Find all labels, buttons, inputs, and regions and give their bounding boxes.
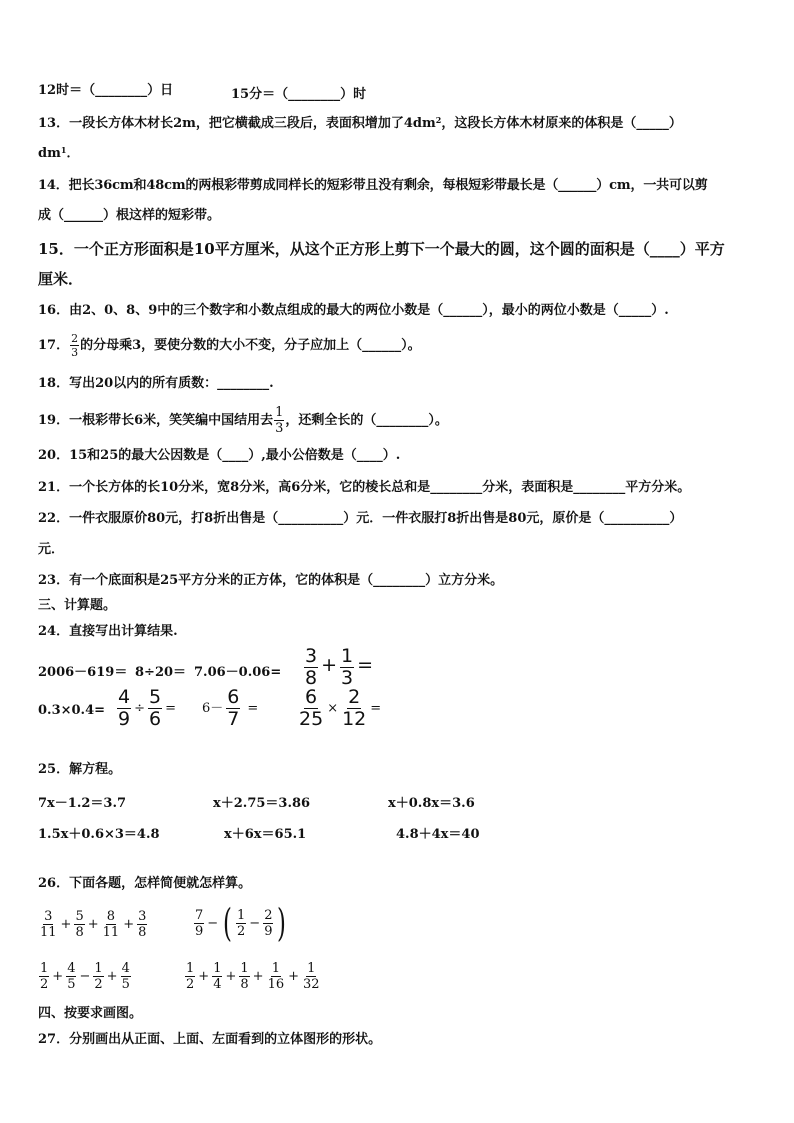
calc-8 <box>297 688 383 729</box>
q17-number: 17． <box>38 338 70 353</box>
denominator: 2 <box>237 923 246 939</box>
simplify-1 <box>38 910 148 939</box>
denominator: 8 <box>138 925 147 940</box>
fraction <box>194 909 204 938</box>
denominator: 16 <box>267 977 285 992</box>
calc-8-frac-b <box>341 688 367 729</box>
denominator: 5 <box>67 977 76 992</box>
question-20: 20．15和25的最大公因数是（____）,最小公倍数是（____）. <box>38 448 401 463</box>
operator: + <box>106 969 118 984</box>
calc-6 <box>116 688 178 729</box>
equation-6: 4.8＋4x＝40 <box>396 827 480 842</box>
operator: + <box>288 969 300 984</box>
question-21: 21．一个长方体的长10分米，宽8分米，高6分米，它的棱长总和是________分米，表面积是________平方分米。 <box>38 480 691 495</box>
numerator: 1 <box>271 961 280 976</box>
question-14: 14．把长36cm和48cm的两根彩带剪成同样长的短彩带且没有剩余，每根短彩带最长是（______）cm，一共可以剪 <box>38 178 708 193</box>
question-16: 16．由2、0、8、9中的三个数字和小数点组成的最大的两位小数是（______），最小的两位小数是（_____）. <box>38 303 669 318</box>
fraction <box>93 962 103 991</box>
numerator: 4 <box>118 686 131 708</box>
operator: + <box>252 969 264 984</box>
numerator: 1 <box>307 961 316 976</box>
denominator: 3 <box>341 667 354 689</box>
calc-7-prefix: 6－ <box>202 701 224 716</box>
equals-sign: = <box>357 654 374 676</box>
equation-3: x＋0.8x＝3.6 <box>388 796 475 811</box>
denominator: 6 <box>149 708 162 730</box>
calc-1: 2006－619＝ <box>38 665 128 680</box>
denominator: 11 <box>102 925 120 940</box>
question-26: 26．下面各题，怎样简便就怎样算。 <box>38 876 252 891</box>
question-13-cont <box>38 146 79 162</box>
equals-sign: = <box>370 701 382 716</box>
multiply-operator: × <box>327 701 339 716</box>
numerator: 6 <box>305 686 318 708</box>
denominator: 8 <box>75 925 84 940</box>
denominator: 8 <box>240 977 249 992</box>
numerator: 8 <box>106 909 116 924</box>
denominator: 4 <box>213 977 222 992</box>
question-13 <box>38 116 682 132</box>
fraction <box>239 962 249 991</box>
equation-4: 1.5x＋0.6×3＝4.8 <box>38 827 160 842</box>
calc-6-frac-a <box>117 688 131 729</box>
denominator: 12 <box>342 708 367 730</box>
calc-3: 7.06－0.06= <box>194 665 282 680</box>
q17-fraction <box>70 333 79 358</box>
question-15: 15．一个正方形面积是10平方厘米，从这个正方形上剪下一个最大的圆，这个圆的面积是（____）平方 <box>38 240 725 258</box>
denominator: 2 <box>94 977 103 992</box>
q13-unit: dm <box>38 146 61 161</box>
denominator: 5 <box>121 977 130 992</box>
numerator: 1 <box>186 961 195 976</box>
operator: + <box>52 969 64 984</box>
question-18: 18．写出20以内的所有质数：________. <box>38 376 274 391</box>
calc-6-frac-b <box>148 688 162 729</box>
fraction <box>74 910 84 939</box>
left-paren: ( <box>223 901 233 945</box>
q19-text-a: 19．一根彩带长6米，笑笑编中国结用去 <box>38 413 274 428</box>
equation-1: 7x－1.2＝3.7 <box>38 796 127 811</box>
question-19 <box>38 406 448 435</box>
section-4-heading: 四、按要求画图。 <box>38 1006 143 1021</box>
fraction <box>137 910 147 939</box>
fraction <box>263 909 273 938</box>
fraction <box>121 962 131 991</box>
numerator: 1 <box>40 961 49 976</box>
q17-text: 的分母乘3，要使分数的大小不变，分子应加上（______）。 <box>80 338 421 353</box>
q13-sup-b: 1 <box>60 145 67 155</box>
operator: + <box>123 917 135 932</box>
numerator: 2 <box>264 907 273 923</box>
denominator: 7 <box>227 708 240 730</box>
denominator: 9 <box>195 923 204 939</box>
denominator: 11 <box>40 925 57 940</box>
simplify-2 <box>193 901 289 945</box>
numerator: 1 <box>237 907 246 923</box>
fraction <box>39 962 49 991</box>
denominator: 32 <box>303 977 320 992</box>
denominator: 25 <box>299 708 324 730</box>
simplify-3 <box>38 962 132 991</box>
q12-line-b: 15分＝（________）时 <box>231 87 367 102</box>
numerator: 3 <box>305 645 318 667</box>
question-14-cont: 成（______）根这样的短彩带。 <box>38 208 221 223</box>
fraction <box>39 910 58 939</box>
operator: − <box>207 915 219 931</box>
equals-sign: = <box>165 701 176 716</box>
q17-numerator: 2 <box>71 332 79 345</box>
numerator: 6 <box>227 686 240 708</box>
question-22: 22．一件衣服原价80元，打8折出售是（__________）元．一件衣服打8折出售是80元，原价是（__________） <box>38 511 683 526</box>
calc-2: 8÷20＝ <box>135 665 187 680</box>
numerator: 2 <box>348 686 361 708</box>
q19-text-b: ，还剩全长的（________）。 <box>285 413 448 428</box>
calc-4-frac-a <box>304 647 318 688</box>
numerator: 3 <box>138 909 147 924</box>
section-3-heading: 三、计算题。 <box>38 598 117 613</box>
equals-sign: = <box>247 701 259 716</box>
fraction <box>185 962 195 991</box>
question-24: 24．直接写出计算结果. <box>38 624 178 639</box>
operator: + <box>60 917 72 932</box>
question-22-cont: 元． <box>38 542 65 557</box>
calc-7 <box>200 688 260 729</box>
fraction <box>267 962 286 991</box>
equation-5: x＋6x＝65.1 <box>224 827 307 842</box>
fraction <box>302 962 321 991</box>
denominator: 9 <box>118 708 131 730</box>
numerator: 5 <box>75 909 84 924</box>
numerator: 1 <box>213 961 222 976</box>
operator: + <box>225 969 237 984</box>
q12-line-a: 12时＝（________）日 <box>38 83 174 98</box>
calc-7-frac <box>226 688 240 729</box>
q19-fraction <box>274 406 284 435</box>
question-15-cont: 厘米． <box>38 270 84 288</box>
numerator: 1 <box>341 645 354 667</box>
divide-operator: ÷ <box>134 701 145 716</box>
denominator: 2 <box>186 977 195 992</box>
calc-5: 0.3×0.4= <box>38 703 106 718</box>
q17-denominator: 3 <box>71 346 79 359</box>
numerator: 7 <box>195 907 204 923</box>
calc-8-frac-a <box>298 688 324 729</box>
denominator: 9 <box>264 923 273 939</box>
q13-text-b: ，这段长方体木材原来的体积是（_____） <box>441 116 682 131</box>
numerator: 1 <box>94 961 103 976</box>
question-27: 27．分别画出从正面、上面、左面看到的立体图形的形状。 <box>38 1032 382 1047</box>
denominator: 2 <box>40 977 49 992</box>
equation-2: x＋2.75＝3.86 <box>213 796 311 811</box>
question-25: 25．解方程。 <box>38 762 122 777</box>
fraction <box>102 910 121 939</box>
right-paren: ) <box>277 901 287 945</box>
simplify-4 <box>184 962 322 991</box>
q13-sup-a: 2 <box>435 115 442 125</box>
q13-end: ． <box>66 146 80 161</box>
calc-4 <box>303 647 375 688</box>
numerator: 3 <box>44 909 53 924</box>
question-23: 23．有一个底面积是25平方分米的正方体，它的体积是（________）立方分米。 <box>38 573 504 588</box>
operator: + <box>198 969 210 984</box>
numerator: 5 <box>149 686 162 708</box>
question-17 <box>38 333 421 358</box>
operator: + <box>87 917 99 932</box>
q13-text-a: 13．一段长方体木材长2m，把它横截成三段后，表面积增加了4dm <box>38 116 436 131</box>
calc-4-frac-b <box>340 647 354 688</box>
fraction <box>66 962 76 991</box>
denominator: 8 <box>305 667 318 689</box>
plus-operator: + <box>321 654 338 676</box>
q19-numerator: 1 <box>275 405 284 420</box>
numerator: 4 <box>121 961 130 976</box>
operator: − <box>79 969 91 984</box>
numerator: 4 <box>67 961 76 976</box>
q19-denominator: 3 <box>275 421 284 436</box>
operator: − <box>249 915 261 931</box>
fraction <box>236 909 246 938</box>
fraction <box>212 962 222 991</box>
numerator: 1 <box>240 961 249 976</box>
